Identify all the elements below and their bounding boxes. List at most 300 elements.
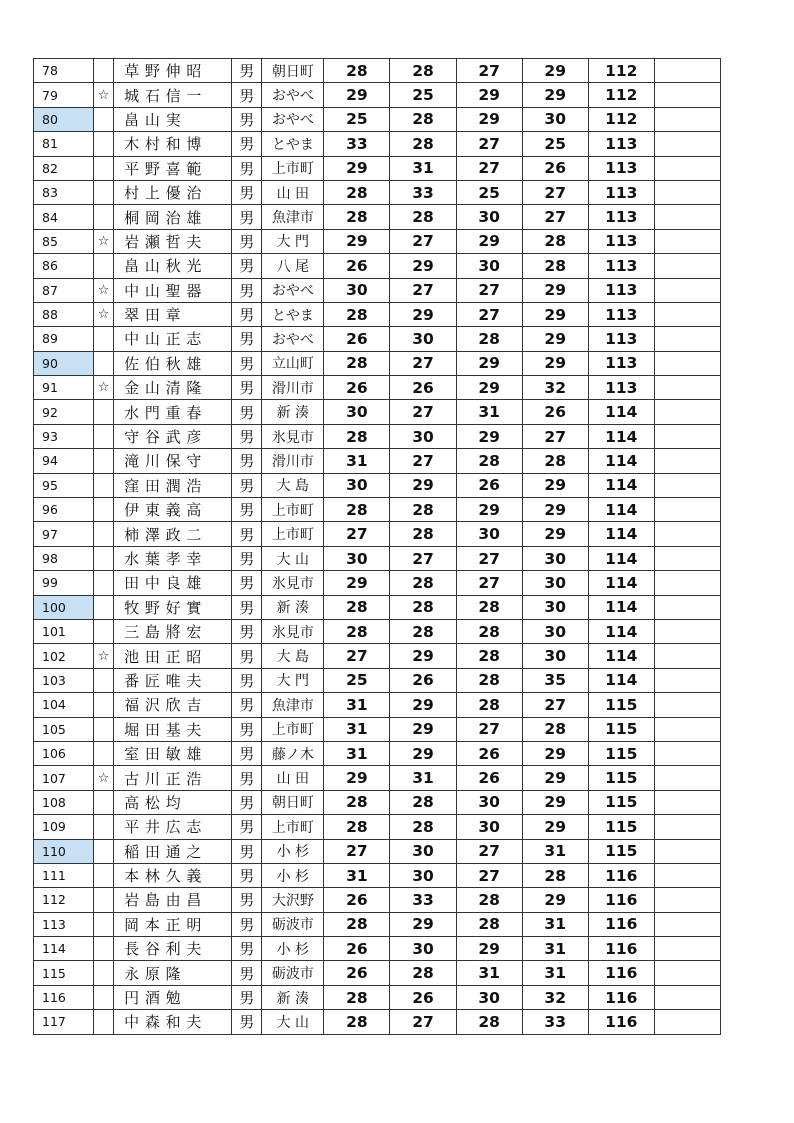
- round1-score-cell: 28: [324, 1010, 390, 1034]
- round4-score-cell: 29: [522, 522, 588, 546]
- player-name-cell: 岩 瀬 哲 夫: [114, 229, 232, 253]
- blank-cell: [654, 180, 720, 204]
- rank-cell: 116: [34, 985, 94, 1009]
- sex-cell: 男: [232, 132, 262, 156]
- round3-score-cell: 27: [456, 156, 522, 180]
- player-name-cell: 木 村 和 博: [114, 132, 232, 156]
- club-cell: 大 島: [262, 473, 324, 497]
- round4-score-cell: 29: [522, 766, 588, 790]
- round3-score-cell: 27: [456, 302, 522, 326]
- round4-score-cell: 32: [522, 376, 588, 400]
- total-score-cell: 113: [588, 254, 654, 278]
- star-mark: [94, 815, 114, 839]
- table-row: [34, 571, 721, 595]
- blank-cell: [654, 376, 720, 400]
- round2-score-cell: 28: [390, 815, 456, 839]
- round3-score-cell: 30: [456, 815, 522, 839]
- player-name-cell: 滝 川 保 守: [114, 449, 232, 473]
- player-name-cell: 古 川 正 浩: [114, 766, 232, 790]
- round4-score-cell: 29: [522, 351, 588, 375]
- round1-score-cell: 28: [324, 302, 390, 326]
- rank-cell: 114: [34, 937, 94, 961]
- round1-score-cell: 28: [324, 912, 390, 936]
- rank-cell: 96: [34, 498, 94, 522]
- round2-score-cell: 29: [390, 693, 456, 717]
- club-cell: とやま: [262, 302, 324, 326]
- star-mark: [94, 424, 114, 448]
- player-name-cell: 畠 山 秋 光: [114, 254, 232, 278]
- club-cell: おやべ: [262, 278, 324, 302]
- round4-score-cell: 30: [522, 571, 588, 595]
- total-score-cell: 115: [588, 766, 654, 790]
- round2-score-cell: 29: [390, 254, 456, 278]
- round1-score-cell: 29: [324, 766, 390, 790]
- table-row: [34, 522, 721, 546]
- star-mark: ☆: [94, 229, 114, 253]
- player-name-cell: 岡 本 正 明: [114, 912, 232, 936]
- round3-score-cell: 30: [456, 205, 522, 229]
- round1-score-cell: 26: [324, 376, 390, 400]
- total-score-cell: 114: [588, 522, 654, 546]
- total-score-cell: 116: [588, 1010, 654, 1034]
- total-score-cell: 113: [588, 302, 654, 326]
- rank-cell: 112: [34, 888, 94, 912]
- rank-cell: 101: [34, 619, 94, 643]
- club-cell: 新 湊: [262, 985, 324, 1009]
- player-name-cell: 稲 田 通 之: [114, 839, 232, 863]
- sex-cell: 男: [232, 424, 262, 448]
- sex-cell: 男: [232, 571, 262, 595]
- total-score-cell: 114: [588, 595, 654, 619]
- club-cell: 新 湊: [262, 400, 324, 424]
- round3-score-cell: 28: [456, 449, 522, 473]
- rank-cell: 93: [34, 424, 94, 448]
- round2-score-cell: 28: [390, 595, 456, 619]
- star-mark: [94, 839, 114, 863]
- club-cell: おやべ: [262, 83, 324, 107]
- rank-cell: 97: [34, 522, 94, 546]
- rank-cell: 99: [34, 571, 94, 595]
- player-name-cell: 平 野 喜 範: [114, 156, 232, 180]
- round3-score-cell: 31: [456, 400, 522, 424]
- round2-score-cell: 25: [390, 83, 456, 107]
- blank-cell: [654, 717, 720, 741]
- sex-cell: 男: [232, 59, 262, 83]
- round3-score-cell: 31: [456, 961, 522, 985]
- round4-score-cell: 29: [522, 59, 588, 83]
- round4-score-cell: 29: [522, 815, 588, 839]
- round1-score-cell: 31: [324, 717, 390, 741]
- total-score-cell: 116: [588, 888, 654, 912]
- player-name-cell: 中 山 聖 器: [114, 278, 232, 302]
- round4-score-cell: 30: [522, 595, 588, 619]
- round3-score-cell: 27: [456, 839, 522, 863]
- round1-score-cell: 25: [324, 107, 390, 131]
- round4-score-cell: 29: [522, 83, 588, 107]
- round2-score-cell: 27: [390, 449, 456, 473]
- round2-score-cell: 26: [390, 376, 456, 400]
- blank-cell: [654, 229, 720, 253]
- round1-score-cell: 28: [324, 205, 390, 229]
- round4-score-cell: 27: [522, 180, 588, 204]
- round2-score-cell: 28: [390, 619, 456, 643]
- star-mark: ☆: [94, 644, 114, 668]
- table-row: [34, 351, 721, 375]
- table-row: [34, 644, 721, 668]
- blank-cell: [654, 912, 720, 936]
- round3-score-cell: 27: [456, 571, 522, 595]
- round3-score-cell: 29: [456, 937, 522, 961]
- round1-score-cell: 26: [324, 888, 390, 912]
- round4-score-cell: 27: [522, 424, 588, 448]
- round2-score-cell: 28: [390, 132, 456, 156]
- round2-score-cell: 33: [390, 180, 456, 204]
- star-mark: [94, 985, 114, 1009]
- player-name-cell: 守 谷 武 彦: [114, 424, 232, 448]
- star-mark: [94, 741, 114, 765]
- player-name-cell: 窪 田 潤 浩: [114, 473, 232, 497]
- round4-score-cell: 29: [522, 302, 588, 326]
- round1-score-cell: 28: [324, 59, 390, 83]
- round1-score-cell: 28: [324, 790, 390, 814]
- blank-cell: [654, 498, 720, 522]
- table-row: [34, 619, 721, 643]
- round1-score-cell: 26: [324, 937, 390, 961]
- total-score-cell: 112: [588, 83, 654, 107]
- table-row: [34, 815, 721, 839]
- table-row: [34, 888, 721, 912]
- table-row: [34, 741, 721, 765]
- sex-cell: 男: [232, 376, 262, 400]
- round2-score-cell: 28: [390, 205, 456, 229]
- club-cell: 山 田: [262, 180, 324, 204]
- rank-cell: 111: [34, 863, 94, 887]
- total-score-cell: 116: [588, 985, 654, 1009]
- round1-score-cell: 31: [324, 449, 390, 473]
- round3-score-cell: 29: [456, 376, 522, 400]
- round4-score-cell: 29: [522, 327, 588, 351]
- round1-score-cell: 28: [324, 815, 390, 839]
- table-row: [34, 717, 721, 741]
- blank-cell: [654, 619, 720, 643]
- round3-score-cell: 29: [456, 498, 522, 522]
- star-mark: ☆: [94, 278, 114, 302]
- table-row: [34, 839, 721, 863]
- club-cell: 上市町: [262, 815, 324, 839]
- rank-cell: 106: [34, 741, 94, 765]
- round4-score-cell: 26: [522, 400, 588, 424]
- blank-cell: [654, 863, 720, 887]
- sex-cell: 男: [232, 668, 262, 692]
- table-row: [34, 327, 721, 351]
- sex-cell: 男: [232, 815, 262, 839]
- rank-cell: 110: [34, 839, 94, 863]
- star-mark: [94, 790, 114, 814]
- sex-cell: 男: [232, 254, 262, 278]
- table-row: [34, 668, 721, 692]
- round2-score-cell: 27: [390, 1010, 456, 1034]
- round4-score-cell: 28: [522, 449, 588, 473]
- sex-cell: 男: [232, 229, 262, 253]
- round3-score-cell: 28: [456, 693, 522, 717]
- total-score-cell: 115: [588, 693, 654, 717]
- total-score-cell: 113: [588, 376, 654, 400]
- round2-score-cell: 29: [390, 302, 456, 326]
- club-cell: 魚津市: [262, 205, 324, 229]
- blank-cell: [654, 205, 720, 229]
- table-row: [34, 376, 721, 400]
- round2-score-cell: 27: [390, 546, 456, 570]
- round4-score-cell: 29: [522, 498, 588, 522]
- table-row: [34, 254, 721, 278]
- club-cell: 小 杉: [262, 839, 324, 863]
- round3-score-cell: 26: [456, 766, 522, 790]
- rank-cell: 80: [34, 107, 94, 131]
- table-row: [34, 693, 721, 717]
- blank-cell: [654, 668, 720, 692]
- round2-score-cell: 29: [390, 717, 456, 741]
- total-score-cell: 113: [588, 327, 654, 351]
- round2-score-cell: 28: [390, 498, 456, 522]
- club-cell: おやべ: [262, 107, 324, 131]
- round3-score-cell: 30: [456, 522, 522, 546]
- player-name-cell: 金 山 清 隆: [114, 376, 232, 400]
- rank-cell: 105: [34, 717, 94, 741]
- rank-cell: 117: [34, 1010, 94, 1034]
- round1-score-cell: 31: [324, 741, 390, 765]
- player-name-cell: 永 原 隆: [114, 961, 232, 985]
- player-name-cell: 草 野 伸 昭: [114, 59, 232, 83]
- table-row: [34, 205, 721, 229]
- sex-cell: 男: [232, 595, 262, 619]
- rank-cell: 92: [34, 400, 94, 424]
- round1-score-cell: 28: [324, 351, 390, 375]
- round1-score-cell: 29: [324, 571, 390, 595]
- star-mark: ☆: [94, 376, 114, 400]
- round1-score-cell: 30: [324, 546, 390, 570]
- star-mark: [94, 937, 114, 961]
- sex-cell: 男: [232, 937, 262, 961]
- sex-cell: 男: [232, 839, 262, 863]
- player-name-cell: 長 谷 利 夫: [114, 937, 232, 961]
- player-name-cell: 桐 岡 治 雄: [114, 205, 232, 229]
- blank-cell: [654, 327, 720, 351]
- round1-score-cell: 29: [324, 83, 390, 107]
- round4-score-cell: 31: [522, 961, 588, 985]
- sex-cell: 男: [232, 278, 262, 302]
- player-name-cell: 城 石 信 一: [114, 83, 232, 107]
- total-score-cell: 113: [588, 156, 654, 180]
- round1-score-cell: 30: [324, 400, 390, 424]
- player-name-cell: 室 田 敏 雄: [114, 741, 232, 765]
- star-mark: [94, 400, 114, 424]
- blank-cell: [654, 351, 720, 375]
- sex-cell: 男: [232, 985, 262, 1009]
- total-score-cell: 116: [588, 912, 654, 936]
- rank-cell: 100: [34, 595, 94, 619]
- round4-score-cell: 30: [522, 107, 588, 131]
- round4-score-cell: 29: [522, 278, 588, 302]
- round4-score-cell: 29: [522, 888, 588, 912]
- club-cell: 氷見市: [262, 424, 324, 448]
- round4-score-cell: 32: [522, 985, 588, 1009]
- club-cell: 滑川市: [262, 449, 324, 473]
- club-cell: おやべ: [262, 327, 324, 351]
- blank-cell: [654, 888, 720, 912]
- sex-cell: 男: [232, 498, 262, 522]
- round2-score-cell: 28: [390, 571, 456, 595]
- rank-cell: 102: [34, 644, 94, 668]
- rank-cell: 83: [34, 180, 94, 204]
- total-score-cell: 114: [588, 498, 654, 522]
- club-cell: 滑川市: [262, 376, 324, 400]
- round2-score-cell: 33: [390, 888, 456, 912]
- round1-score-cell: 25: [324, 668, 390, 692]
- rank-cell: 79: [34, 83, 94, 107]
- round3-score-cell: 27: [456, 863, 522, 887]
- table-row: [34, 302, 721, 326]
- sex-cell: 男: [232, 717, 262, 741]
- star-mark: ☆: [94, 83, 114, 107]
- results-table: [33, 58, 721, 1035]
- round1-score-cell: 26: [324, 961, 390, 985]
- blank-cell: [654, 693, 720, 717]
- round4-score-cell: 28: [522, 229, 588, 253]
- round1-score-cell: 28: [324, 424, 390, 448]
- club-cell: 朝日町: [262, 59, 324, 83]
- star-mark: [94, 912, 114, 936]
- round2-score-cell: 26: [390, 668, 456, 692]
- blank-cell: [654, 132, 720, 156]
- rank-cell: 108: [34, 790, 94, 814]
- round4-score-cell: 26: [522, 156, 588, 180]
- club-cell: 氷見市: [262, 571, 324, 595]
- blank-cell: [654, 571, 720, 595]
- club-cell: 氷見市: [262, 619, 324, 643]
- total-score-cell: 115: [588, 815, 654, 839]
- round4-score-cell: 29: [522, 473, 588, 497]
- round4-score-cell: 33: [522, 1010, 588, 1034]
- total-score-cell: 114: [588, 668, 654, 692]
- player-name-cell: 三 島 將 宏: [114, 619, 232, 643]
- round2-score-cell: 28: [390, 59, 456, 83]
- round2-score-cell: 30: [390, 839, 456, 863]
- table-row: [34, 278, 721, 302]
- star-mark: [94, 327, 114, 351]
- sex-cell: 男: [232, 302, 262, 326]
- blank-cell: [654, 400, 720, 424]
- club-cell: 立山町: [262, 351, 324, 375]
- sex-cell: 男: [232, 546, 262, 570]
- sex-cell: 男: [232, 449, 262, 473]
- round4-score-cell: 35: [522, 668, 588, 692]
- club-cell: 八 尾: [262, 254, 324, 278]
- club-cell: 上市町: [262, 717, 324, 741]
- total-score-cell: 115: [588, 717, 654, 741]
- blank-cell: [654, 815, 720, 839]
- round2-score-cell: 31: [390, 156, 456, 180]
- blank-cell: [654, 156, 720, 180]
- table-row: [34, 400, 721, 424]
- rank-cell: 94: [34, 449, 94, 473]
- round3-score-cell: 28: [456, 619, 522, 643]
- player-name-cell: 中 山 正 志: [114, 327, 232, 351]
- rank-cell: 115: [34, 961, 94, 985]
- round3-score-cell: 28: [456, 327, 522, 351]
- rank-cell: 82: [34, 156, 94, 180]
- round3-score-cell: 29: [456, 229, 522, 253]
- round4-score-cell: 30: [522, 619, 588, 643]
- table-row: [34, 912, 721, 936]
- club-cell: とやま: [262, 132, 324, 156]
- round3-score-cell: 27: [456, 59, 522, 83]
- player-name-cell: 本 林 久 義: [114, 863, 232, 887]
- total-score-cell: 116: [588, 937, 654, 961]
- sex-cell: 男: [232, 693, 262, 717]
- star-mark: [94, 205, 114, 229]
- star-mark: [94, 571, 114, 595]
- round4-score-cell: 28: [522, 254, 588, 278]
- round2-score-cell: 30: [390, 937, 456, 961]
- total-score-cell: 114: [588, 449, 654, 473]
- table-row: [34, 83, 721, 107]
- star-mark: [94, 254, 114, 278]
- player-name-cell: 田 中 良 雄: [114, 571, 232, 595]
- star-mark: ☆: [94, 302, 114, 326]
- total-score-cell: 113: [588, 180, 654, 204]
- round2-score-cell: 29: [390, 912, 456, 936]
- total-score-cell: 113: [588, 205, 654, 229]
- club-cell: 上市町: [262, 156, 324, 180]
- total-score-cell: 112: [588, 107, 654, 131]
- club-cell: 大 門: [262, 229, 324, 253]
- rank-cell: 91: [34, 376, 94, 400]
- star-mark: [94, 59, 114, 83]
- club-cell: 上市町: [262, 498, 324, 522]
- blank-cell: [654, 766, 720, 790]
- round3-score-cell: 29: [456, 107, 522, 131]
- round4-score-cell: 30: [522, 644, 588, 668]
- round2-score-cell: 27: [390, 351, 456, 375]
- club-cell: 大沢野: [262, 888, 324, 912]
- round1-score-cell: 33: [324, 132, 390, 156]
- table-row: [34, 107, 721, 131]
- round3-score-cell: 28: [456, 595, 522, 619]
- club-cell: 新 湊: [262, 595, 324, 619]
- star-mark: [94, 863, 114, 887]
- player-name-cell: 堀 田 基 夫: [114, 717, 232, 741]
- club-cell: 山 田: [262, 766, 324, 790]
- rank-cell: 95: [34, 473, 94, 497]
- player-name-cell: 翠 田 章: [114, 302, 232, 326]
- round1-score-cell: 27: [324, 839, 390, 863]
- table-row: [34, 132, 721, 156]
- round1-score-cell: 26: [324, 254, 390, 278]
- round2-score-cell: 27: [390, 229, 456, 253]
- star-mark: [94, 449, 114, 473]
- star-mark: [94, 888, 114, 912]
- round4-score-cell: 28: [522, 863, 588, 887]
- round2-score-cell: 27: [390, 278, 456, 302]
- round1-score-cell: 29: [324, 156, 390, 180]
- total-score-cell: 113: [588, 132, 654, 156]
- round2-score-cell: 31: [390, 766, 456, 790]
- rank-cell: 90: [34, 351, 94, 375]
- total-score-cell: 114: [588, 619, 654, 643]
- sex-cell: 男: [232, 863, 262, 887]
- round1-score-cell: 31: [324, 693, 390, 717]
- blank-cell: [654, 546, 720, 570]
